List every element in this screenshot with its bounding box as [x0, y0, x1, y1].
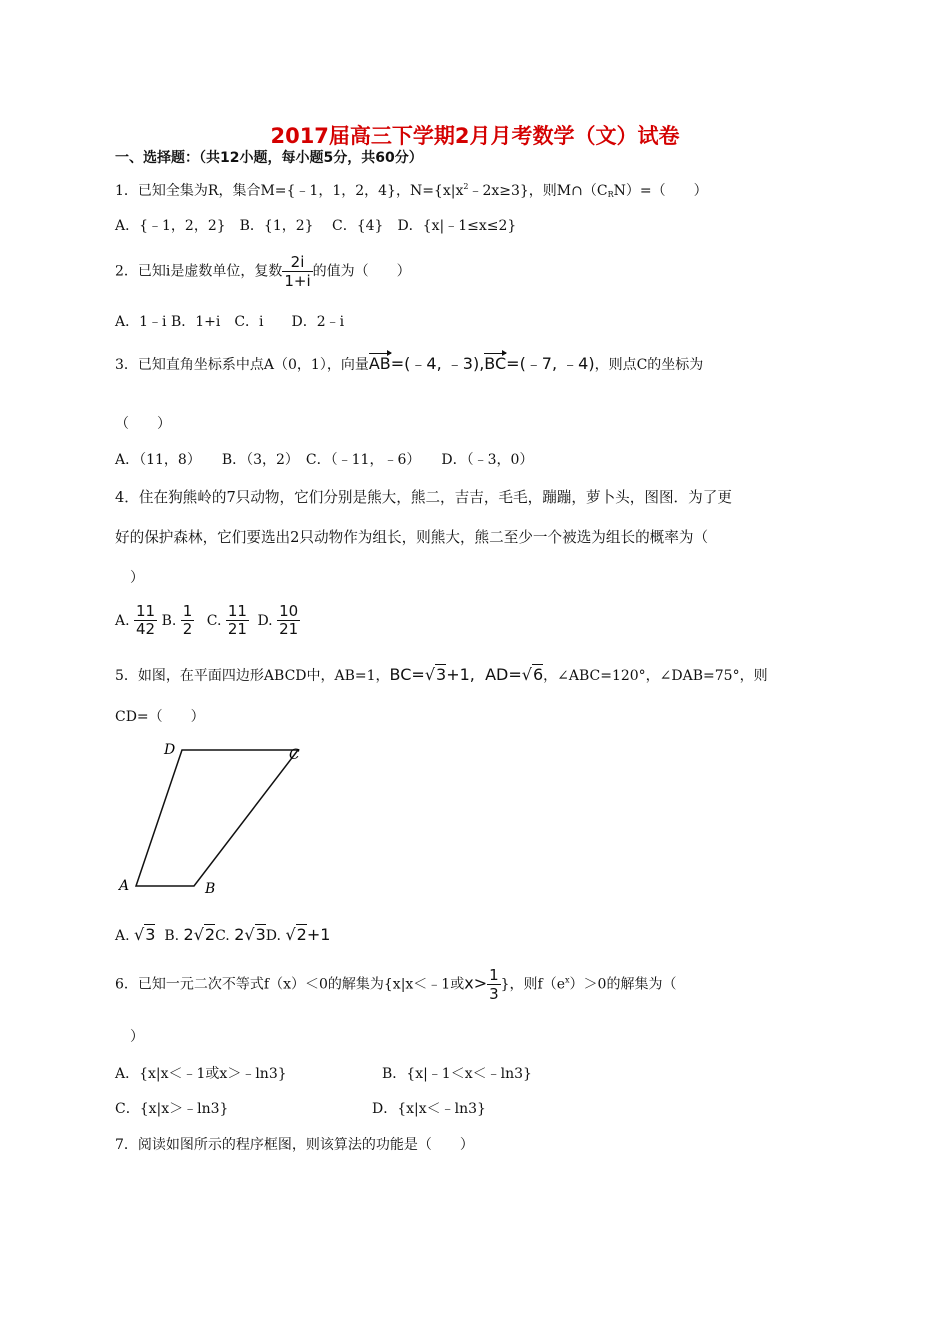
q4-b-num: 1 — [182, 602, 193, 620]
question-1 — [115, 183, 708, 199]
q5-ad-rad: 6 — [532, 665, 544, 684]
q4-c-num: 11 — [227, 602, 247, 620]
vector-ab: AB — [368, 354, 391, 373]
q1-text-b: ﹣2x≥3}，则M∩（C — [468, 183, 608, 199]
quadrilateral-outline — [136, 750, 298, 886]
q5-d-value: √2+1 — [285, 925, 331, 944]
q6-opt-a: A．{x|x＜﹣1或x＞﹣ln3} — [115, 1066, 287, 1082]
sqrt-symbol: √3 — [424, 665, 447, 684]
q6-fraction — [487, 966, 501, 1003]
q2-options: A．1﹣i B．1+i C．i D．2﹣i — [115, 314, 345, 330]
q2-frac-den: 1+i — [284, 272, 311, 290]
q6-line-2: ） — [130, 1029, 144, 1045]
q5-c-value: 2√3 — [234, 925, 266, 944]
q1-text-c: N）=（ ） — [613, 183, 708, 199]
q5-suffix: ，∠ABC=120°，∠DAB=75°，则 — [543, 668, 768, 684]
q4-opt-c: C. — [206, 612, 222, 629]
q2-fraction — [282, 253, 312, 290]
q3-val2: =(﹣7, ﹣4) — [506, 354, 595, 373]
q1-text-a: 1．已知全集为R，集合M={﹣1，1，2，4}，N={x|x — [115, 183, 464, 199]
q6-prefix: 6．已知一元二次不等式f（x）＜0的解集为{x|x＜﹣1或 — [115, 976, 465, 993]
question-6 — [115, 966, 676, 1003]
q4-frac-a — [134, 603, 157, 639]
q4-line-2: 好的保护森林，它们要选出2只动物作为组长，则熊大，熊二至少一个被选为组长的概率为（ — [115, 529, 709, 546]
q5-bc-label: BC= — [389, 665, 425, 684]
q6-x-gt: x> — [464, 973, 488, 993]
question-3 — [115, 356, 703, 372]
q6-frac-den: 3 — [489, 985, 499, 1003]
q4-opt-d: D. — [257, 612, 273, 629]
q6-opt-c: C．{x|x＞﹣ln3} — [115, 1101, 229, 1117]
q4-frac-c — [226, 603, 249, 639]
q5-d-tail: +1 — [306, 925, 331, 944]
q3-suffix: ，则点C的坐标为 — [594, 357, 704, 373]
q5-opt-a: A. — [115, 928, 130, 944]
q4-line-3: ） — [130, 570, 144, 586]
q6-mid: }，则f（e — [500, 976, 566, 993]
section-heading: 一、选择题：（共12小题，每小题5分，共60分） — [115, 150, 423, 166]
q4-d-num: 10 — [279, 602, 299, 620]
q4-c-den: 21 — [227, 620, 247, 639]
question-7: 7．阅读如图所示的程序框图，则该算法的功能是（ ） — [115, 1137, 474, 1153]
q4-opt-b: B. — [161, 612, 177, 629]
q6-sup: x — [565, 975, 570, 985]
q3-paren: （ ） — [115, 416, 171, 432]
q5-line-2: CD=（ ） — [115, 709, 205, 725]
q3-options: A．（11，8） B．（3，2） C．（﹣11，﹣6） D．（﹣3，0） — [115, 452, 534, 468]
q4-a-den: 42 — [136, 620, 156, 639]
q4-a-num: 11 — [136, 602, 156, 620]
vertex-b-label: B — [205, 881, 216, 897]
q5-prefix: 5．如图，在平面四边形ABCD中，AB=1， — [115, 668, 390, 684]
vertex-c-label: C — [289, 747, 300, 763]
q2-prefix: 2．已知i是虚数单位，复数 — [115, 263, 283, 280]
q5-d-rad: 2 — [296, 925, 307, 944]
quadrilateral-figure — [110, 735, 310, 900]
q5-opt-b: B. — [164, 928, 180, 944]
q5-bc-rad: 3 — [436, 665, 447, 684]
q5-bc-tail: +1, — [446, 665, 475, 684]
q1-options: A．{﹣1，2，2} B．{1，2} C．{4} D．{x|﹣1≤x≤2} — [115, 218, 517, 234]
q1-sub: R — [607, 190, 614, 199]
sqrt-symbol: √6 — [521, 665, 544, 684]
sqrt-symbol: √3 — [134, 925, 156, 944]
q5-c-coef: 2 — [234, 925, 245, 944]
question-2 — [115, 253, 411, 290]
q2-suffix: 的值为（ ） — [312, 263, 411, 280]
q5-ad-label: AD= — [485, 665, 522, 684]
q5-opt-d: D. — [265, 928, 281, 944]
q6-suffix: ）＞0的解集为（ — [569, 976, 677, 993]
vertex-a-label: A — [119, 878, 130, 894]
vector-bc: BC — [484, 354, 507, 373]
q4-line-1: 4．住在狗熊岭的7只动物，它们分别是熊大，熊二，吉吉，毛毛，蹦蹦，萝卜头，图图．为了更 — [115, 489, 732, 506]
vertex-d-label: D — [164, 742, 176, 758]
q4-frac-b — [181, 603, 195, 639]
q5-c-rad: 3 — [255, 925, 266, 944]
q6-opt-b: B．{x|﹣1＜x＜﹣ln3} — [382, 1066, 532, 1082]
q5-options — [115, 927, 330, 943]
q4-b-den: 2 — [182, 620, 193, 639]
q5-b-value: 2√2 — [183, 925, 216, 944]
q4-frac-d — [277, 603, 300, 639]
q5-opt-c: C. — [215, 928, 230, 944]
q2-frac-num: 2i — [282, 253, 312, 272]
q4-d-den: 21 — [279, 620, 299, 639]
q1-sup: 2 — [463, 182, 469, 191]
page-title: 2017届高三下学期2月月考数学（文）试卷 — [270, 124, 680, 148]
question-5 — [115, 667, 768, 683]
q3-val1: =(﹣4, ﹣3), — [390, 354, 485, 373]
q6-opt-d: D．{x|x＜﹣ln3} — [372, 1101, 486, 1117]
q4-opt-a: A. — [115, 612, 130, 629]
q4-options — [115, 603, 300, 639]
q5-b-rad: 2 — [204, 925, 216, 944]
q6-frac-num: 1 — [489, 966, 499, 984]
q3-prefix: 3．已知直角坐标系中点A（0，1），向量 — [115, 357, 369, 373]
q5-a-rad: 3 — [145, 925, 156, 944]
q5-b-coef: 2 — [183, 925, 194, 944]
